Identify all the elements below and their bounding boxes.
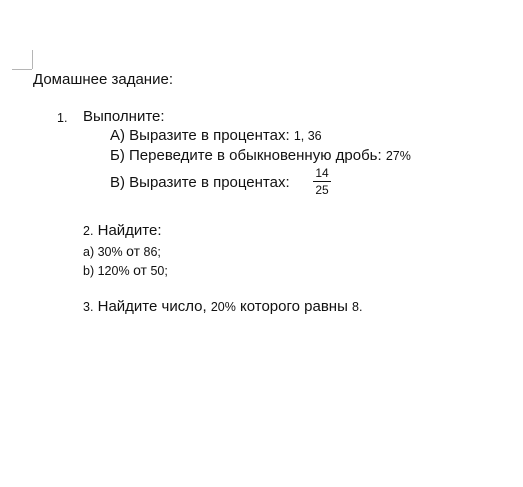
task-3-text-b: которого равны (240, 298, 348, 315)
task-2-item-b-prefix: b) (83, 264, 95, 278)
task-1-item-b (110, 147, 411, 165)
task-2-item-a-word: от (126, 243, 141, 259)
task-2-item-b (83, 261, 168, 280)
task-2-item-b-value: 50; (150, 264, 168, 278)
task-1-item-b-text: Б) Переведите в обыкновенную дробь: (110, 147, 382, 164)
task-3-line (83, 298, 362, 316)
fraction-numerator: 14 (315, 166, 329, 180)
document-title: Домашнее задание: (33, 71, 173, 88)
task-1-item-b-value: 27% (385, 149, 411, 163)
task-1-item-c-text: В) Выразите в процентах: (110, 174, 290, 191)
task-3-percent: 20% (210, 300, 236, 314)
fraction-denominator: 25 (315, 183, 329, 197)
task-1-item-a-text: А) Выразите в процентах: (110, 127, 290, 144)
task-1-item-a (110, 127, 322, 145)
task-2-item-b-word: от (133, 262, 147, 278)
margin-corner-mark-vertical (32, 50, 33, 69)
fraction-bar (313, 181, 331, 182)
task-1-heading: Выполните: (83, 108, 165, 125)
task-3-number: 3. (83, 300, 94, 314)
task-2-item-b-percent: 120% (97, 264, 130, 278)
task-3-value: 8. (352, 300, 363, 314)
task-2-item-a-value: 86; (143, 245, 161, 259)
task-2-item-a-prefix: а) (83, 245, 95, 259)
task-2-item-a-percent: 30% (97, 245, 123, 259)
task-1-item-c-fraction (313, 166, 331, 197)
task-3-text-a: Найдите число, (97, 298, 207, 315)
task-2-heading: Найдите: (97, 222, 162, 239)
task-2-heading-line (83, 222, 162, 240)
task-1-item-c (110, 174, 290, 192)
task-2-number: 2. (83, 224, 94, 238)
task-1-item-a-value: 1, 36 (293, 129, 322, 143)
task-2-item-a (83, 242, 161, 261)
task-1-number: 1. (57, 111, 68, 125)
margin-corner-mark-horizontal (12, 69, 32, 70)
